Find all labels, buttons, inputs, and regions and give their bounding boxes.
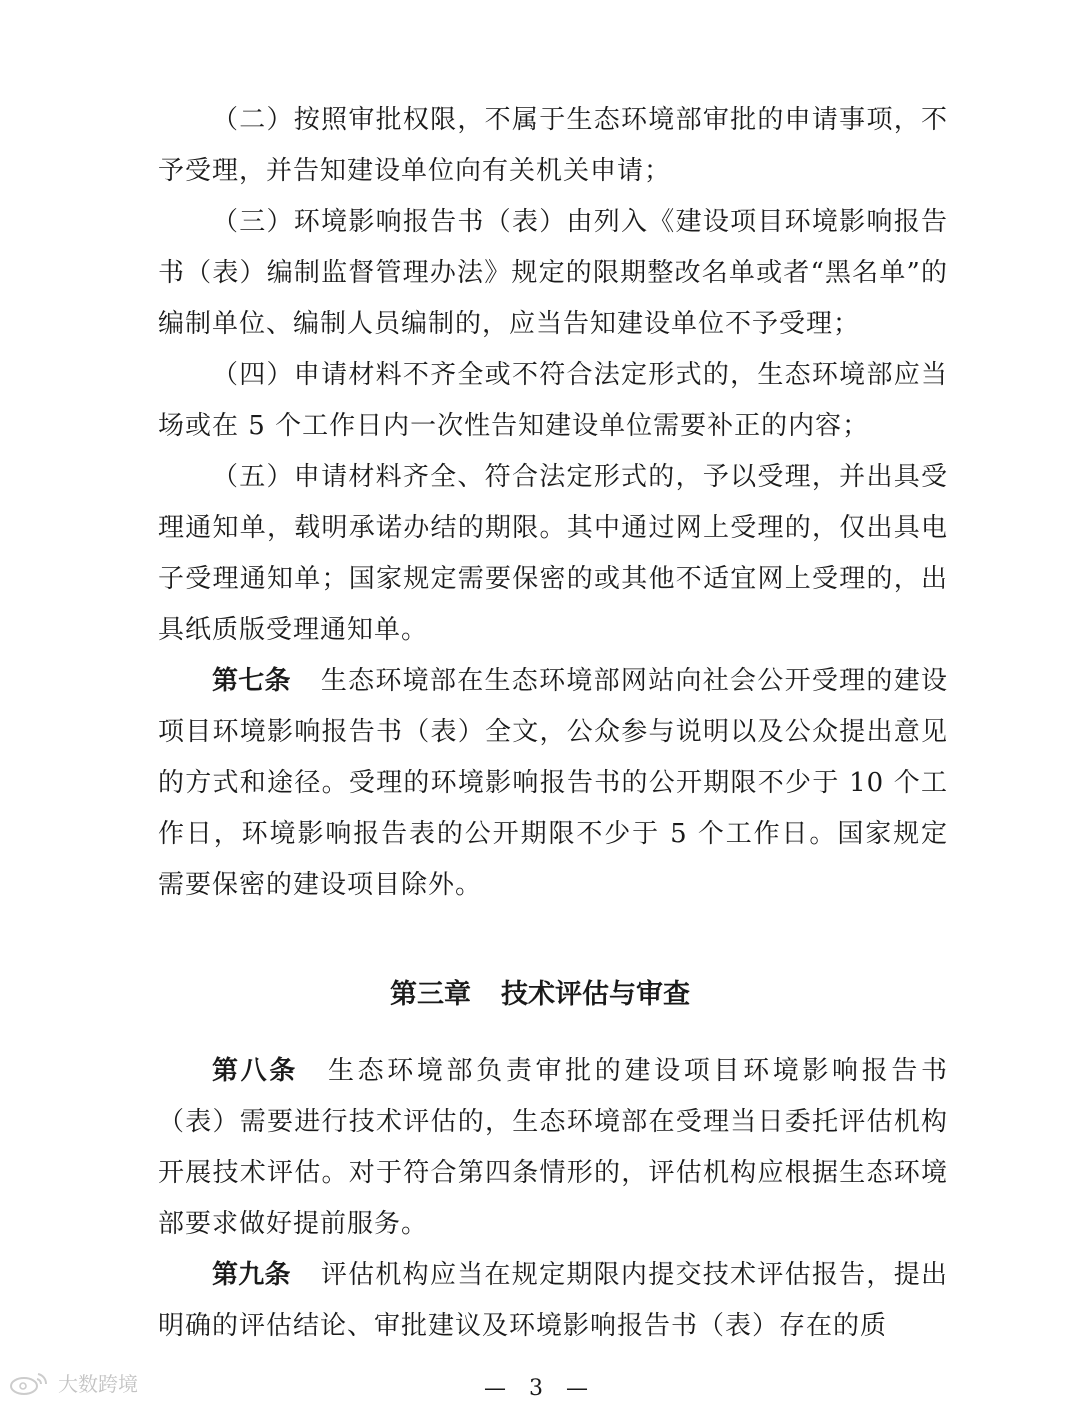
item-3-paragraph: （三）环境影响报告书（表）由列入《建设项目环境影响报告书（表）编制监督管理办法》规定的限期整改名单或者“黑名单”的编制单位、编制人员编制的，应当告知建设单位不予受理；: [158, 207, 948, 339]
section-items-and-article-7: [158, 95, 948, 911]
item-5-paragraph: （五）申请材料齐全、符合法定形式的，予以受理，并出具受理通知单，载明承诺办结的期限。其中通过网上受理的，仅出具电子受理通知单；国家规定需要保密的或其他不适宜网上受理的，出具纸质版受理通知单。: [158, 462, 948, 645]
chapter-number: 第三章: [390, 979, 471, 1010]
chapter-heading: [0, 972, 1080, 1011]
article-9-text: 评估机构应当在规定期限内提交技术评估报告，提出明确的评估结论、审批建议及环境影响报告书（表）存在的质: [158, 1260, 948, 1341]
article-8-number: 第八条: [212, 1056, 298, 1086]
watermark-text: 大数跨境: [58, 1372, 138, 1396]
section-articles-8-9: [158, 1046, 948, 1352]
article-8-paragraph: [158, 1046, 948, 1250]
chapter-title: 技术评估与审查: [501, 979, 690, 1010]
article-7-text: 生态环境部在生态环境部网站向社会公开受理的建设项目环境影响报告书（表）全文，公众参与说明以及公众提出意见的方式和途径。受理的环境影响报告书的公开期限不少于 10 个工作日，环境影响报告表的公开期限不少于 5 个工作日。国家规定需要保密的建设项目除外。: [158, 666, 948, 900]
article-7-paragraph: [158, 656, 948, 911]
item-4-paragraph: （四）申请材料不齐全或不符合法定形式的，生态环境部应当场或在 5 个工作日内一次性告知建设单位需要补正的内容；: [158, 360, 948, 441]
item-2-paragraph: （二）按照审批权限，不属于生态环境部审批的申请事项，不予受理，并告知建设单位向有关机关申请；: [158, 105, 948, 186]
article-9-paragraph: [158, 1250, 948, 1352]
article-9-number: 第九条: [212, 1260, 291, 1290]
article-7-number: 第七条: [212, 666, 291, 696]
article-8-text: 生态环境部负责审批的建设项目环境影响报告书（表）需要进行技术评估的，生态环境部在受理当日委托评估机构开展技术评估。对于符合第四条情形的，评估机构应根据生态环境部要求做好提前服务。: [158, 1056, 948, 1239]
page-number: — 3 —: [484, 1376, 596, 1401]
